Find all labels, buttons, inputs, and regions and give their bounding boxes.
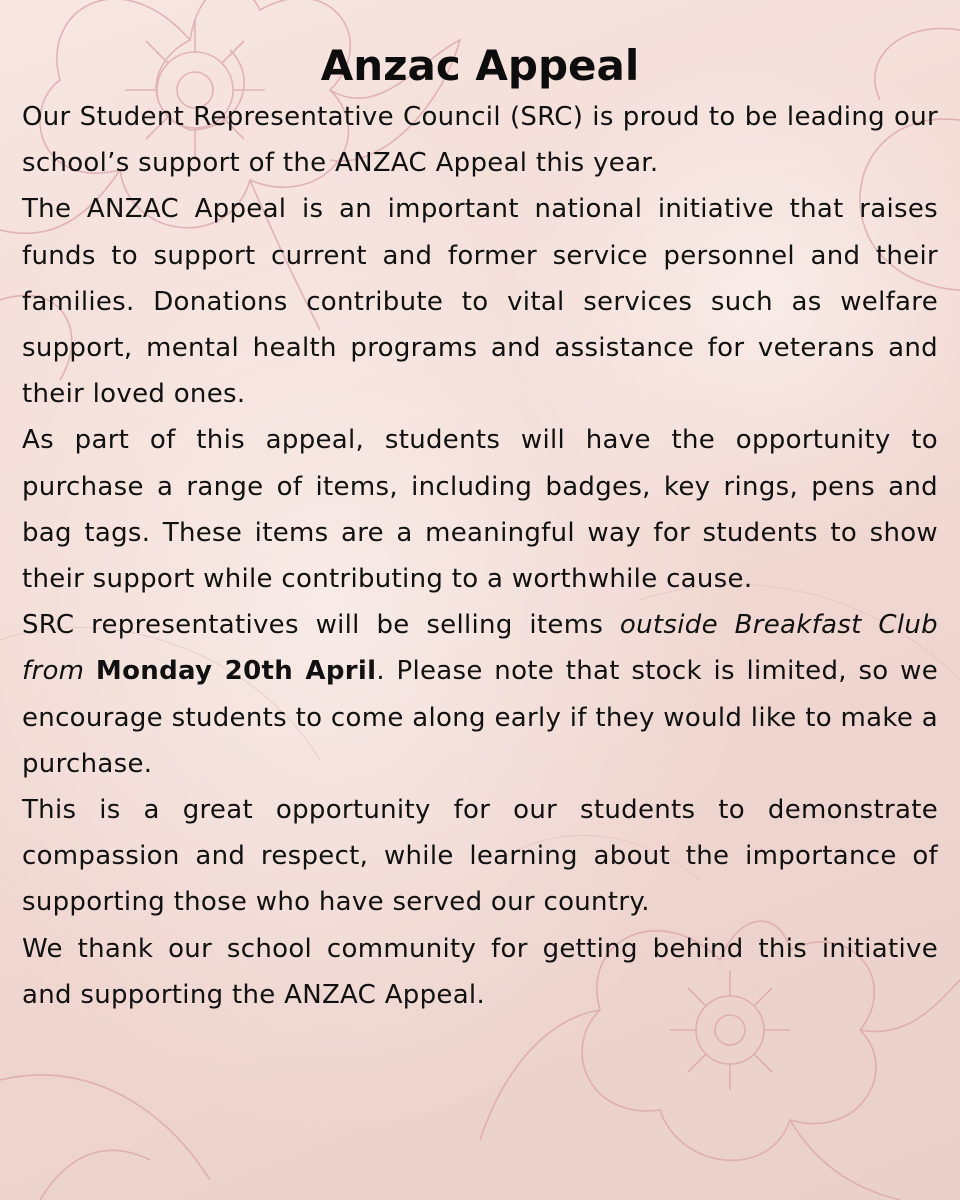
appeal-notice	[22, 38, 938, 1018]
paragraph-about-appeal: The ANZAC Appeal is an important national initiative that raises funds to support current and former service personnel and their families. Donations contribute to vital services such as welfare support, mental health programs and assistance for veterans and their loved ones.	[22, 194, 938, 410]
page-title: Anzac Appeal	[320, 41, 640, 90]
paragraph-thanks: We thank our school community for getting behind this initiative and supporting the ANZAC Appeal.	[22, 933, 938, 1010]
paragraph-intro: Our Student Representative Council (SRC) is proud to be leading our school’s support of the ANZAC Appeal this year.	[22, 102, 938, 179]
sales-rest-text: . Please note that stock is limited, so we encourage students to come along early if they would like to make a purchase.	[22, 656, 938, 779]
sales-location-text: outside Breakfast Club from	[22, 610, 938, 687]
sales-lead-text: SRC representatives will be selling items	[22, 610, 620, 641]
paragraph-items: As part of this appeal, students will have the opportunity to purchase a range of items, including badges, key rings, pens and bag tags. These items are a meaningful way for students to show their support while contributing to a worthwhile cause.	[22, 425, 938, 595]
paragraph-sales-details	[22, 602, 938, 787]
sales-spacer	[84, 656, 96, 686]
paragraph-opportunity: This is a great opportunity for our students to demonstrate compassion and respect, while learning about the importance of supporting those who have served our country.	[22, 795, 938, 918]
sales-start-date: Monday 20th April	[95, 656, 377, 687]
